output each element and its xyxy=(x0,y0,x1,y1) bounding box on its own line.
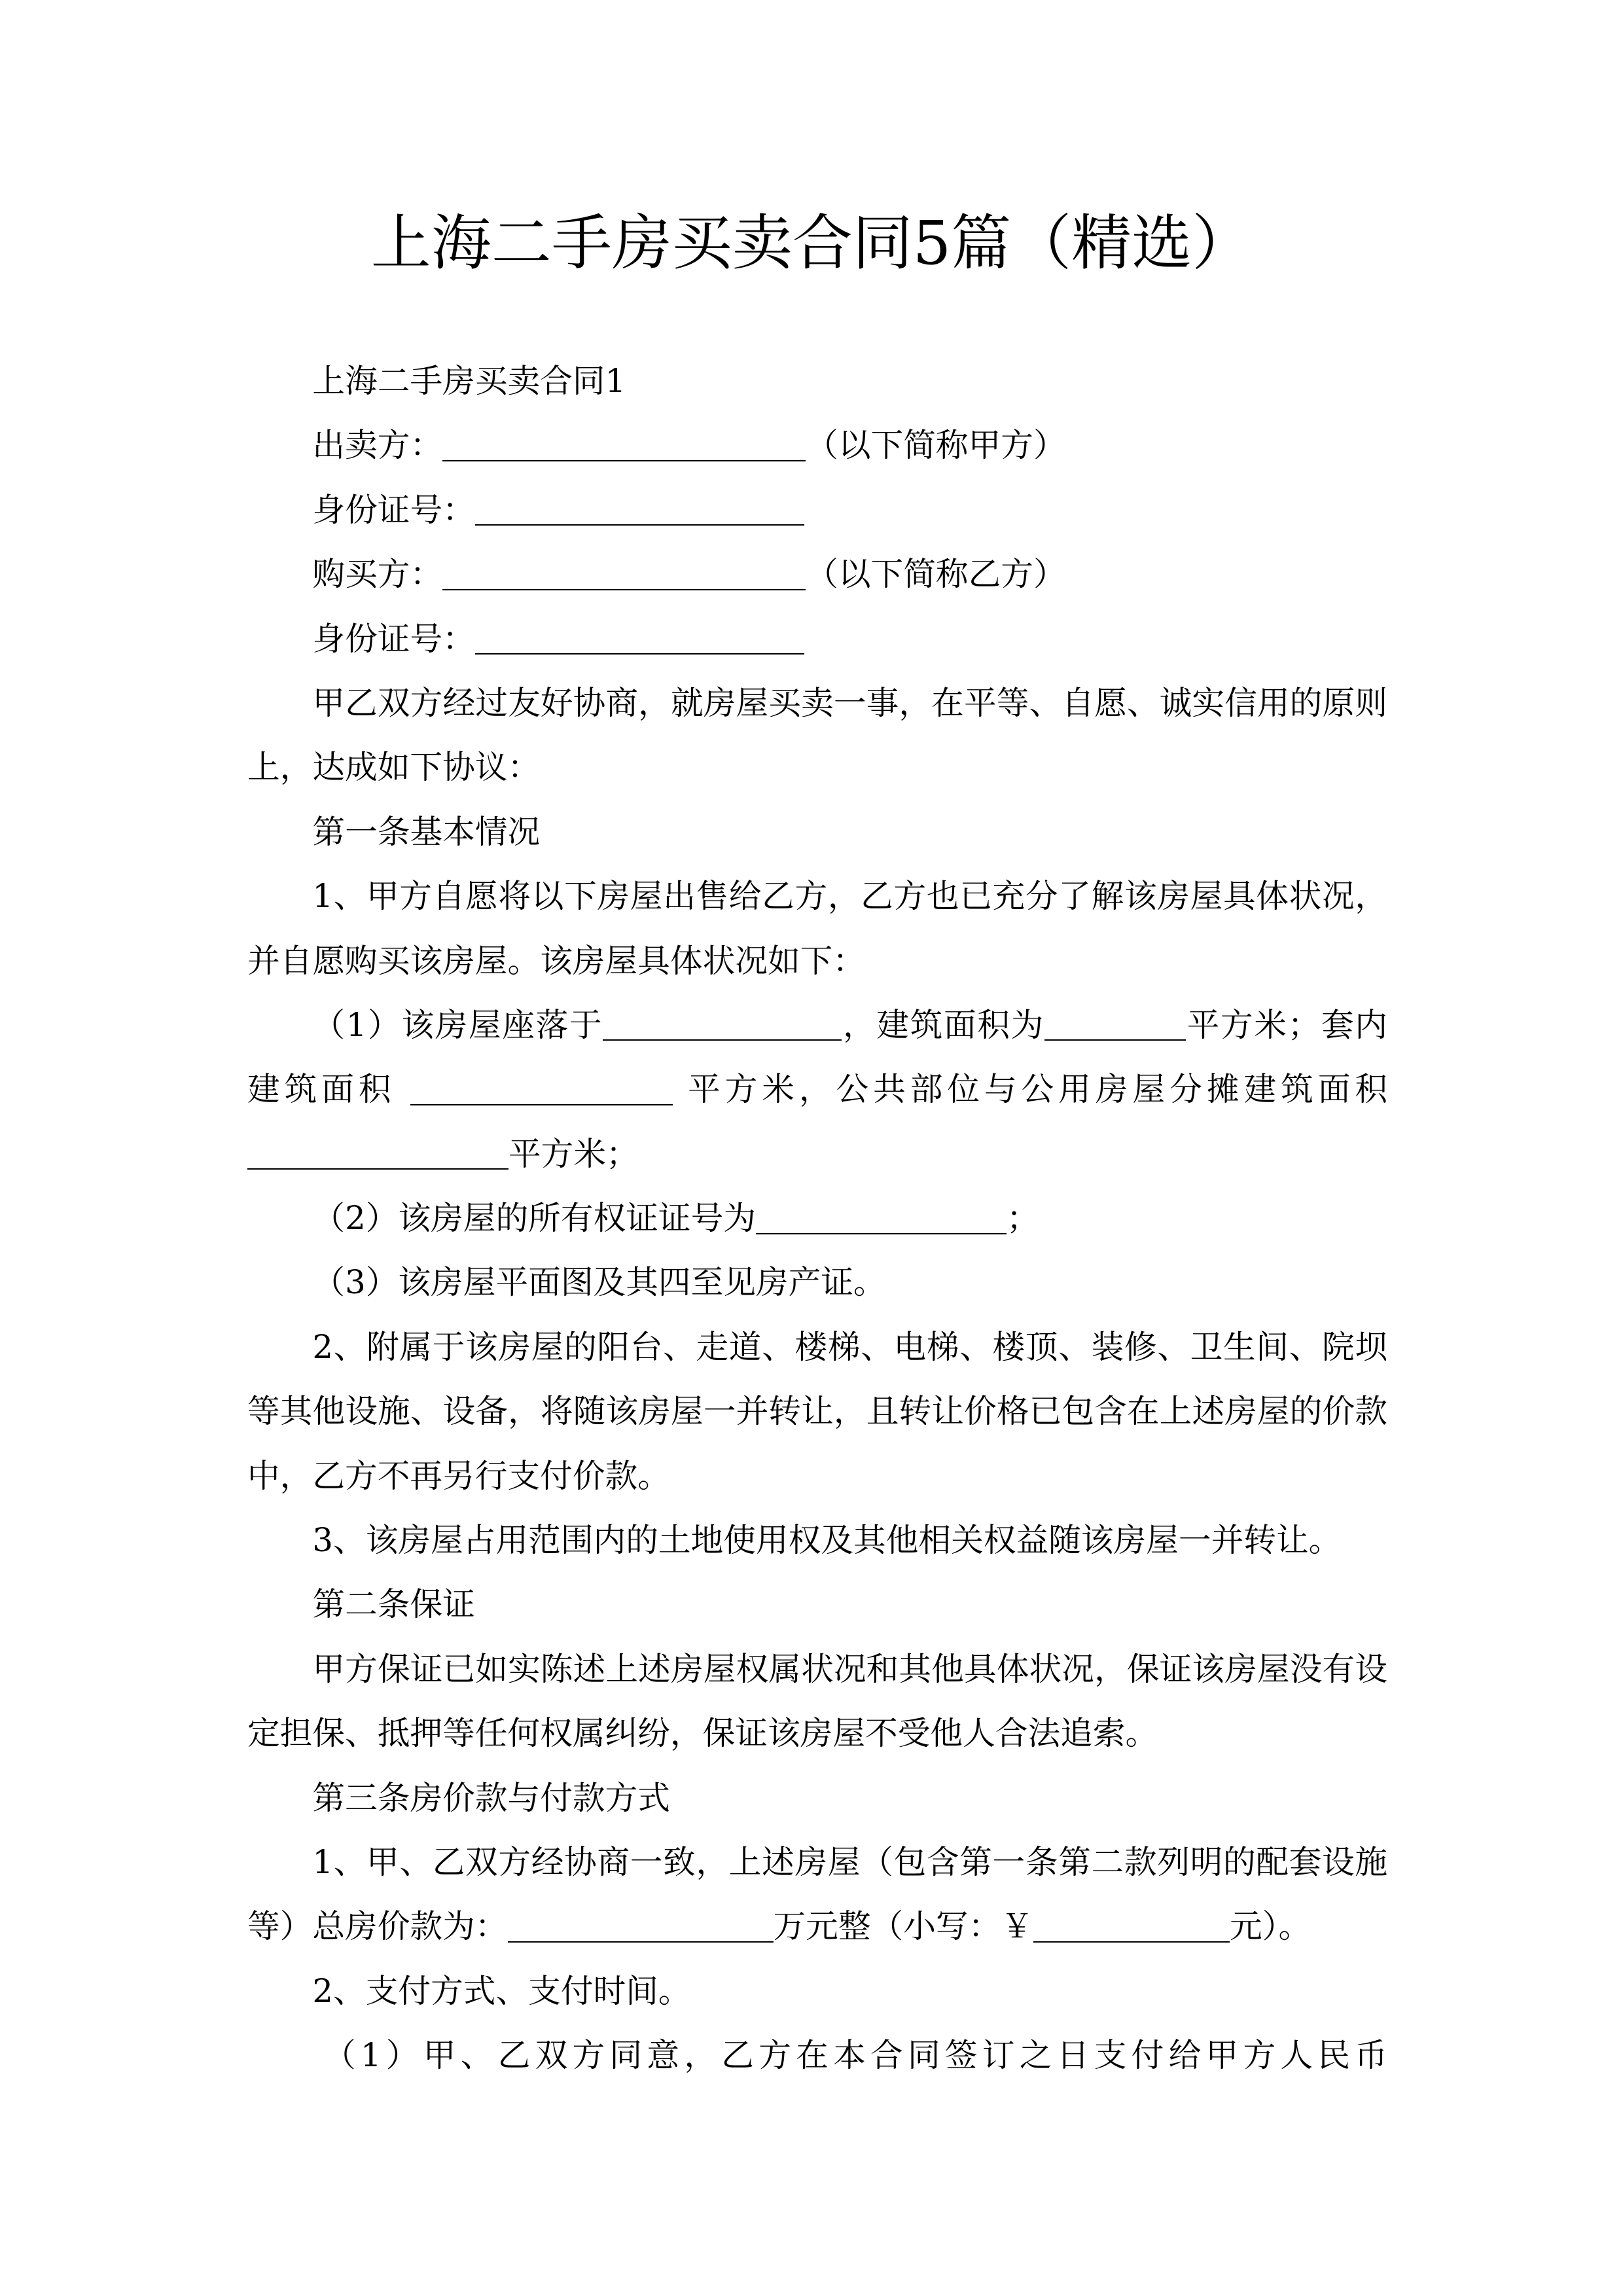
buyer-label: 购买方： xyxy=(312,555,443,594)
buyer-id-label: 身份证号： xyxy=(312,619,475,658)
paragraph-line: 2、支付方式、支付时间。 xyxy=(312,1971,691,2010)
text: 等）总房价款为： xyxy=(247,1907,508,1946)
paragraph-line: 2、附属于该房屋的阳台、走道、楼梯、电梯、楼顶、装修、卫生间、院坝 xyxy=(312,1327,1387,1366)
paragraph-line xyxy=(247,1122,1387,1186)
buyer-line xyxy=(247,542,1387,606)
seller-line xyxy=(247,413,1387,477)
text: 平方米；套内 xyxy=(1185,1005,1387,1044)
document-title: 上海二手房买卖合同5篇（精选） xyxy=(370,208,1253,278)
text: 元）。 xyxy=(1230,1907,1311,1946)
paragraph-line: （3）该房屋平面图及其四至见房产证。 xyxy=(312,1263,886,1302)
paragraph-line xyxy=(247,993,1387,1057)
text: （2）该房屋的所有权证证号为 xyxy=(312,1199,756,1238)
document-body xyxy=(247,349,1387,2088)
paragraph-line: 中，乙方不再另行支付价款。 xyxy=(247,1456,670,1495)
paragraph-line: 1、甲方自愿将以下房屋出售给乙方，乙方也已充分了解该房屋具体状况， xyxy=(312,877,1387,916)
article-heading: 第一条基本情况 xyxy=(312,812,541,851)
paragraph-line xyxy=(247,1894,1387,1958)
seller-label: 出卖方： xyxy=(312,426,443,465)
text: 建筑面积 xyxy=(247,1070,396,1109)
buyer-note: （以下简称乙方） xyxy=(806,555,1066,594)
buyer-id-blank[interactable] xyxy=(475,622,804,655)
location-blank[interactable] xyxy=(603,1009,842,1041)
contract-heading: 上海二手房买卖合同1 xyxy=(312,362,626,400)
shared-area-blank[interactable] xyxy=(247,1138,508,1170)
text: ，建筑面积为 xyxy=(842,1005,1044,1044)
paragraph-line: 并自愿购买该房屋。该房屋具体状况如下： xyxy=(247,941,866,980)
seller-id-blank[interactable] xyxy=(475,493,804,526)
text: 平方米； xyxy=(508,1134,639,1173)
area-blank[interactable] xyxy=(1044,1009,1186,1041)
seller-id-label: 身份证号： xyxy=(312,490,475,529)
seller-note: （以下简称甲方） xyxy=(806,426,1066,465)
text: （1）该房屋座落于 xyxy=(312,1005,603,1044)
paragraph-line: 等其他设施、设备，将随该房屋一并转让，且转让价格已包含在上述房屋的价款 xyxy=(247,1392,1387,1431)
paragraph-line: 甲方保证已如实陈述上述房屋权属状况和其他具体状况，保证该房屋没有设 xyxy=(312,1649,1387,1688)
paragraph-line: 上，达成如下协议： xyxy=(247,748,541,787)
paragraph-line: 甲乙双方经过友好协商，就房屋买卖一事，在平等、自愿、诚实信用的原则 xyxy=(312,683,1387,722)
article-heading: 第三条房价款与付款方式 xyxy=(312,1778,670,1817)
price-words-blank[interactable] xyxy=(508,1910,774,1943)
text: ； xyxy=(1006,1199,1039,1238)
certificate-blank[interactable] xyxy=(756,1202,1007,1234)
paragraph-line: 定担保、抵押等任何权属纠纷，保证该房屋不受他人合法追索。 xyxy=(247,1714,1158,1753)
paragraph-line xyxy=(247,1057,1387,1121)
paragraph-line: （1）甲、乙双方同意，乙方在本合同签订之日支付给甲方人民币 xyxy=(323,2036,1387,2075)
buyer-id-line xyxy=(247,607,1387,671)
text: 万元整（小写：￥ xyxy=(773,1907,1033,1946)
paragraph-line xyxy=(247,1186,1387,1250)
price-number-blank[interactable] xyxy=(1033,1910,1230,1943)
seller-blank[interactable] xyxy=(442,429,806,461)
buyer-blank[interactable] xyxy=(442,558,806,590)
text: 平方米，公共部位与公用房屋分摊建筑面积 xyxy=(688,1070,1388,1109)
seller-id-line xyxy=(247,478,1387,542)
article-heading: 第二条保证 xyxy=(312,1585,475,1624)
paragraph-line: 3、该房屋占用范围内的土地使用权及其他相关权益随该房屋一并转让。 xyxy=(312,1521,1342,1560)
inner-area-blank[interactable] xyxy=(410,1073,673,1105)
paragraph-line: 1、甲、乙双方经协商一致，上述房屋（包含第一条第二款列明的配套设施 xyxy=(312,1842,1387,1881)
